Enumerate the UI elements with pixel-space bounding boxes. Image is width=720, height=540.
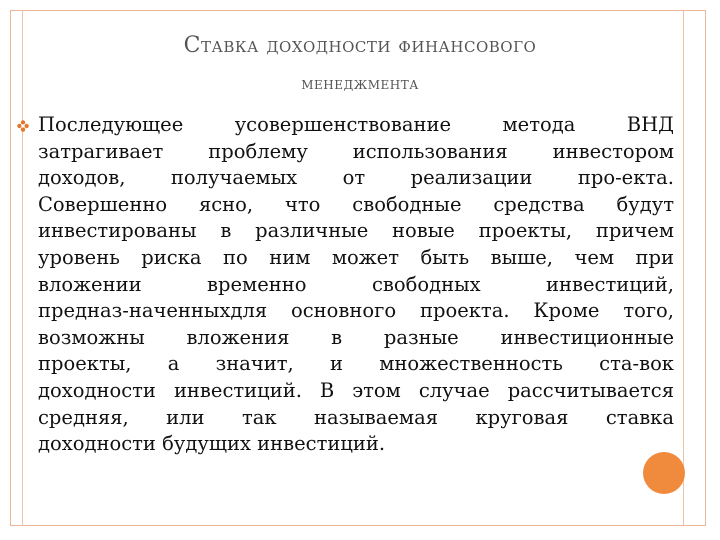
text-line: затрагивает проблему использования инвестором: [38, 139, 674, 163]
orange-circle-decoration: [643, 452, 685, 494]
text-line: уровень риска по ним может быть выше, чем при: [38, 245, 674, 269]
text-line: доходности инвестиций. В этом случае рассчитывается: [38, 378, 674, 402]
slide-title: [40, 26, 680, 104]
text-line: Совершенно ясно, что свободные средства будут: [38, 192, 674, 216]
title-line-1: Ставка доходности финансового: [183, 33, 537, 58]
text-line: доходности будущих инвестиций.: [38, 432, 386, 456]
text-line: проекты, а значит, и множественность ста-вок: [38, 352, 674, 376]
flower-bullet-icon: [17, 120, 29, 132]
left-vertical-rule: [22, 11, 23, 525]
text-line: доходов, получаемых от реализации про-екта.: [38, 166, 674, 190]
bullet-paragraph: [38, 112, 674, 458]
text-line: вложении временно свободных инвестиций,: [38, 272, 674, 296]
text-line: предназ-наченныхдля основного проекта. Кроме того,: [38, 299, 674, 323]
text-line: инвестированы в различные новые проекты, причем: [38, 219, 674, 243]
right-vertical-rule: [683, 11, 684, 525]
text-line: Последующее усовершенствование метода ВНД: [38, 113, 674, 136]
text-line: средняя, или так называемая круговая ставка: [38, 405, 674, 429]
text-line: возможны вложения в разные инвестиционные: [38, 325, 674, 349]
title-line-2: менеджмента: [301, 74, 419, 94]
